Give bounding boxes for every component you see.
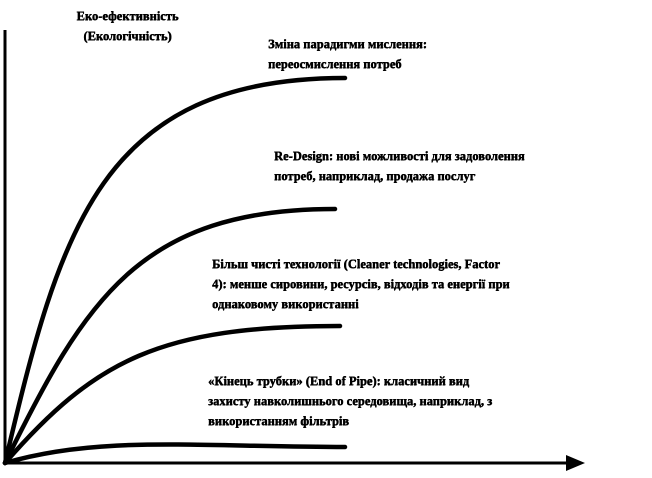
stage-label-paradigm: [268, 34, 427, 74]
stage-label-end-of-pipe: [208, 371, 492, 431]
stage-label-line: Re-Design: нові можливості для задоволення: [274, 149, 525, 163]
curve-end-of-pipe: [5, 444, 345, 463]
stage-label-line: Зміна парадигми мислення:: [268, 37, 427, 51]
x-axis-arrowhead: [566, 455, 585, 471]
stage-label-line: потреб, наприклад, продажа послуг: [274, 169, 476, 183]
y-axis-label-line2: (Екологічність): [83, 29, 172, 43]
stage-label-line: однаковому використанні: [212, 297, 359, 311]
stage-label-line: захисту навколишнього середовища, наприклад, з: [208, 394, 493, 408]
y-axis-label-line1: Еко-ефективність: [76, 9, 179, 23]
stage-label-line: використанням фільтрів: [208, 414, 350, 428]
stage-label-line: «Кінець трубки» (End of Pipe): класичний вид: [208, 374, 470, 388]
stage-label-line: Більш чисті технології (Cleaner technologies, Factor: [212, 257, 500, 271]
stage-label-cleaner: [212, 254, 510, 314]
stage-label-line: 4): менше сировини, ресурсів, відходів та енергії при: [212, 277, 510, 291]
stage-label-line: переосмислення потреб: [268, 57, 402, 71]
y-axis-label: [40, 6, 215, 46]
stage-label-redesign: [274, 146, 525, 186]
